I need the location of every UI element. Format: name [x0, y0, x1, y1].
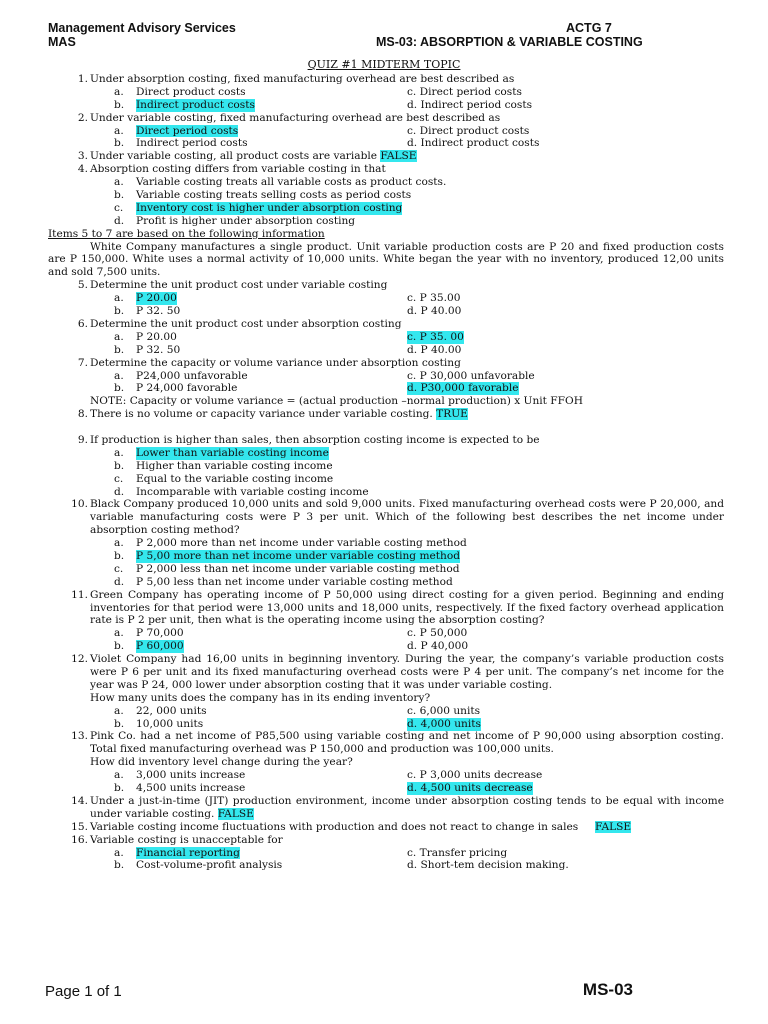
question-row: [48, 150, 724, 163]
question-text: Variable costing is unacceptable for: [90, 833, 283, 846]
option-row: [48, 86, 724, 99]
option-text: c. 6,000 units: [407, 704, 481, 717]
option-text: d. P 40.00: [407, 343, 462, 356]
question-number: 1.: [77, 73, 88, 85]
option-text: c. P 35.00: [407, 292, 461, 305]
header-subject: Management Advisory Services: [48, 21, 236, 35]
option-text: P24,000 unfavorable: [136, 369, 248, 382]
option-letter: a.: [114, 537, 124, 550]
option-row: [48, 627, 724, 640]
option-text: P 20.00: [136, 330, 177, 343]
option-row: [48, 370, 724, 383]
option-letter: b.: [114, 459, 125, 472]
option-text: c. Direct product costs: [407, 124, 530, 137]
question-number: 6.: [77, 317, 88, 330]
option-text: P 32. 50: [136, 343, 181, 356]
option-row: [48, 847, 724, 860]
question-text: Determine the unit product cost under absorption costing: [90, 317, 402, 330]
option-letter: d.: [114, 214, 125, 227]
option-row: [48, 640, 724, 653]
question-number: 7.: [77, 356, 88, 369]
question-number: 10.: [71, 498, 88, 511]
option-text: c. P 30,000 unfavorable: [407, 369, 535, 382]
option-text: P 32. 50: [136, 305, 181, 318]
question-row: [48, 834, 724, 847]
option-text: 22, 000 units: [136, 704, 207, 717]
question-row: [48, 73, 724, 86]
option-row: [48, 292, 724, 305]
answer-key: FALSE: [595, 820, 632, 833]
option-row: [48, 563, 724, 576]
option-letter: c.: [114, 472, 124, 485]
option-text: P 2,000 more than net income under variable costing method: [136, 537, 467, 550]
option-letter: b.: [114, 98, 125, 111]
question-text: Under a just-in-time (JIT) production environment, income under absorption costing tends to be equal with income under variable costing.: [90, 794, 724, 820]
option-row: [48, 460, 724, 473]
option-text: d. Indirect period costs: [407, 98, 533, 111]
question-text: Absorption costing differs from variable costing in that: [90, 163, 386, 176]
option-text: P 2,000 less than net income under variable costing method: [136, 562, 460, 575]
question-row: [48, 498, 724, 537]
items-heading: [48, 228, 724, 241]
question-text: Determine the capacity or volume variance under absorption costing: [90, 356, 461, 369]
question-text: Variable costing income fluctuations with production and does not react to change in sales: [90, 820, 596, 833]
question-number: 2.: [77, 111, 88, 124]
answer-key: TRUE: [436, 408, 468, 421]
question-text: Under absorption costing, fixed manufacturing overhead are best described as: [90, 73, 515, 85]
question-text: There is no volume or capacity variance under variable costing.: [90, 408, 437, 421]
question-text: Under variable costing, fixed manufacturing overhead are best described as: [90, 111, 501, 124]
option-row: [48, 447, 724, 460]
question-number: 5.: [77, 279, 88, 292]
quiz-body: [48, 73, 724, 872]
option-text: Inventory cost is higher under absorption costing: [136, 201, 403, 214]
option-text: c. P 35. 00: [407, 330, 464, 343]
option-text: Variable costing treats selling costs as period costs: [136, 189, 412, 202]
quiz-title: QUIZ #1 MIDTERM TOPIC: [307, 58, 461, 71]
option-letter: a.: [114, 176, 124, 189]
spacer: [48, 421, 724, 434]
option-row: [48, 189, 724, 202]
question-row: [48, 163, 724, 176]
option-row: [48, 215, 724, 228]
header-subject-code: MAS: [48, 35, 76, 49]
option-text: Lower than variable costing income: [136, 446, 329, 459]
case-paragraph: White Company manufactures a single product. Unit variable production costs are P 20 and fixed production costs are P 150,000. White uses a normal activity of 10,000 units. White began the year with no inventory, produced 12,00 units and sold 7,500 units.: [48, 240, 724, 279]
option-row: [48, 705, 724, 718]
option-letter: b.: [114, 640, 125, 653]
option-text: Variable costing treats all variable costs as product costs.: [136, 176, 447, 189]
option-text: P 5,00 less than net income under variable costing method: [136, 575, 453, 588]
footer-code: MS-03: [582, 980, 633, 999]
question-number: 8.: [77, 408, 88, 421]
option-letter: b.: [114, 549, 125, 562]
option-text: c. Direct period costs: [407, 85, 522, 98]
option-row: [48, 486, 724, 499]
question-text: Black Company produced 10,000 units and sold 9,000 units. Fixed manufacturing overhead costs were P 20,000, and variable manufacturing costs were P 3 per unit. Which of the following best describes the net income under absorption costing method?: [90, 498, 724, 537]
option-letter: b.: [114, 382, 125, 395]
option-row: [48, 576, 724, 589]
option-row: [48, 550, 724, 563]
option-text: P 20.00: [136, 292, 177, 305]
option-row: [48, 305, 724, 318]
option-letter: c.: [114, 201, 124, 214]
option-letter: a.: [114, 124, 124, 137]
option-text: P 24,000 favorable: [136, 382, 238, 395]
question-number: 12.: [71, 653, 88, 666]
items-heading-text: Items 5 to 7 are based on the following information: [48, 227, 325, 240]
question-row: [48, 318, 724, 331]
option-text: d. P 40.00: [407, 305, 462, 318]
answer-key: FALSE: [380, 150, 417, 163]
option-letter: b.: [114, 137, 125, 150]
option-text: 3,000 units increase: [136, 769, 246, 782]
option-text: d. 4,500 units decrease: [407, 782, 533, 795]
question-row: [48, 730, 724, 756]
question-number: 11.: [71, 588, 88, 601]
question-text: Determine the unit product cost under variable costing: [90, 279, 388, 292]
option-text: d. 4,000 units: [407, 717, 481, 730]
header-course: ACTG 7: [566, 21, 612, 35]
option-text: c. P 50,000: [407, 627, 468, 640]
option-text: Cost-volume-profit analysis: [136, 859, 283, 872]
question-row: [48, 653, 724, 692]
option-row: [48, 125, 724, 138]
option-text: d. P 40,000: [407, 640, 469, 653]
option-letter: b.: [114, 189, 125, 202]
question-continuation: How many units does the company has in its ending inventory?: [90, 691, 431, 704]
option-row: [48, 769, 724, 782]
question-number: 14.: [71, 794, 88, 807]
option-letter: a.: [114, 846, 124, 859]
question-row: [48, 357, 724, 370]
option-letter: c.: [114, 562, 124, 575]
option-row: [48, 718, 724, 731]
option-letter: a.: [114, 85, 124, 98]
option-text: Indirect period costs: [136, 137, 248, 150]
question-row: [48, 279, 724, 292]
option-row: [48, 176, 724, 189]
question-row: [48, 434, 724, 447]
question-number: 4.: [77, 163, 88, 176]
option-text: Incomparable with variable costing income: [136, 485, 369, 498]
option-row: [48, 859, 724, 872]
question-text: Under variable costing, all product costs are variable: [90, 150, 381, 163]
option-letter: b.: [114, 343, 125, 356]
option-letter: a.: [114, 369, 124, 382]
option-letter: d.: [114, 575, 125, 588]
option-row: [48, 331, 724, 344]
question-continuation: How did inventory level change during the year?: [90, 756, 353, 769]
option-row: [48, 137, 724, 150]
option-text: 4,500 units increase: [136, 782, 246, 795]
option-text: d. Short-tem decision making.: [407, 859, 569, 872]
option-text: Direct period costs: [136, 124, 239, 137]
option-text: d. P30,000 favorable: [407, 382, 519, 395]
question-row: [48, 589, 724, 628]
question-number: 13.: [71, 730, 88, 743]
header-module-title: MS-03: ABSORPTION & VARIABLE COSTING: [376, 35, 643, 49]
question-number: 15.: [71, 820, 88, 833]
question-text: If production is higher than sales, then absorption costing income is expected to be: [90, 433, 540, 446]
option-text: Equal to the variable costing income: [136, 472, 334, 485]
question-text: Green Company has operating income of P 50,000 using direct costing for a given period. Beginning and ending inventories for that period were 13,000 units and 18,000 units, respectively. If the fixed factory overhead application rate is P 2 per unit, then what is the operating income using the absorption costing?: [90, 588, 724, 627]
question-row: [48, 821, 724, 834]
note-line: NOTE: Capacity or volume variance = (actual production –normal production) x Unit FFOH: [90, 395, 583, 408]
option-row: [48, 473, 724, 486]
answer-key: FALSE: [217, 807, 254, 820]
option-text: P 60,000: [136, 640, 184, 653]
option-letter: a.: [114, 769, 124, 782]
option-text: 10,000 units: [136, 717, 204, 730]
option-letter: a.: [114, 627, 124, 640]
option-letter: b.: [114, 717, 125, 730]
option-text: Financial reporting: [136, 846, 240, 859]
question-row: [48, 112, 724, 125]
question-row: [48, 408, 724, 421]
option-letter: d.: [114, 485, 125, 498]
option-row: [48, 99, 724, 112]
question-text: Violet Company had 16,00 units in beginning inventory. During the year, the company’s variable production costs were P 6 per unit and its fixed manufacturing overhead costs were P 4 per unit. The company’s net income for the year was P 24, 000 lower under absorption costing that it was under variable costing.: [90, 653, 724, 691]
option-text: c. Transfer pricing: [407, 846, 508, 859]
option-text: P 70,000: [136, 627, 184, 640]
option-letter: a.: [114, 292, 124, 305]
option-row: [48, 382, 724, 395]
option-row: [48, 202, 724, 215]
option-letter: b.: [114, 305, 125, 318]
option-row: [48, 782, 724, 795]
option-text: Profit is higher under absorption costing: [136, 214, 356, 227]
question-number: 16.: [71, 833, 88, 846]
option-letter: b.: [114, 782, 125, 795]
page-number: Page 1 of 1: [45, 983, 122, 1000]
option-text: Higher than variable costing income: [136, 459, 333, 472]
option-row: [48, 537, 724, 550]
option-letter: a.: [114, 330, 124, 343]
option-text: d. Indirect product costs: [407, 137, 540, 150]
question-row: [48, 795, 724, 821]
option-row: [48, 344, 724, 357]
question-number: 9.: [77, 433, 88, 446]
option-text: P 5,00 more than net income under variable costing method: [136, 549, 461, 562]
option-letter: a.: [114, 704, 124, 717]
option-letter: a.: [114, 446, 124, 459]
option-text: Direct product costs: [136, 85, 246, 98]
option-letter: b.: [114, 859, 125, 872]
option-text: Indirect product costs: [136, 98, 255, 111]
question-text: Pink Co. had a net income of P85,500 using variable costing and net income of P 90,000 using absorption costing. Total fixed manufacturing overhead was P 150,000 and production was 100,000 units.: [90, 730, 724, 756]
question-number: 3.: [77, 150, 88, 163]
option-text: c. P 3,000 units decrease: [407, 769, 543, 782]
